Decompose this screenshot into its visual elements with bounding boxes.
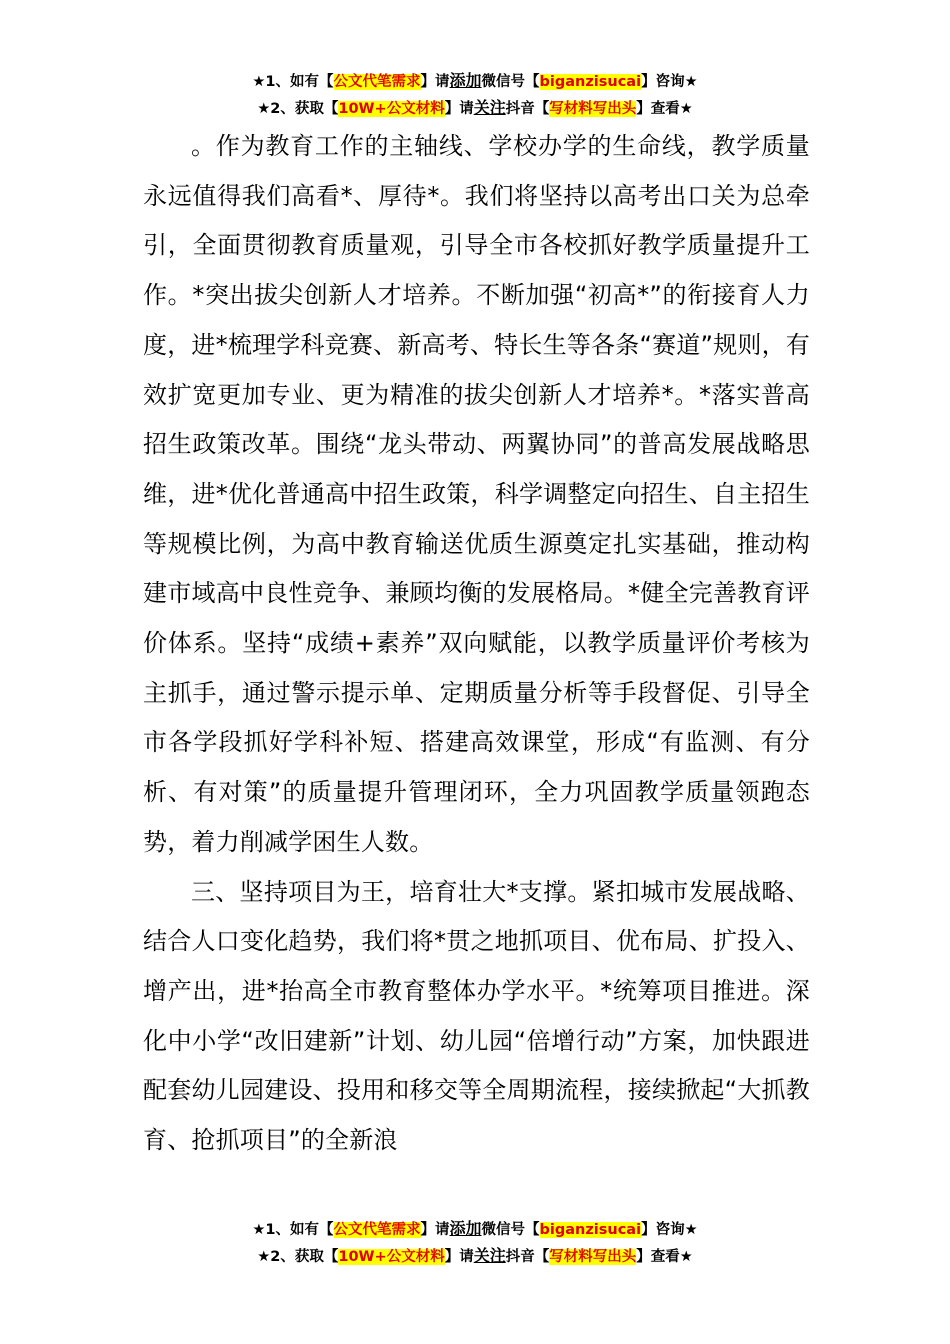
header-banner [0,68,950,122]
banner-text: ★1、如有【 [252,74,334,90]
banner-highlight: 写材料写出头 [549,101,637,117]
banner-highlight: 公文代笔需求 [333,1222,421,1238]
banner-text: 微信号【 [481,1222,540,1238]
banner-text: 】请 [420,74,450,90]
banner-text: 抖音【 [505,101,550,117]
banner-line-2 [0,95,950,122]
banner-text: 】咨询★ [641,1222,698,1238]
banner-emphasis: 关注 [473,1246,506,1265]
banner-text: 】咨询★ [641,74,698,90]
banner-highlight: 写材料写出头 [549,1249,637,1265]
banner-text: 】查看★ [636,101,693,117]
banner-text: ★1、如有【 [252,1222,334,1238]
banner-emphasis: 添加 [449,71,482,90]
paragraph: 三、坚持项目为王，培育壮大*支撑。紧扣城市发展战略、结合人口变化趋势，我们将*贯之地抓项目、优布局、扩投入、增产出，进*抬高全市教育整体办学水平。*统筹项目推进。深化中小学“改旧建新”计划、幼儿园“倍增行动”方案，加快跟进配套幼儿园建设、投用和移交等全周期流程，接续掀起“大抓教育、抢抓项目”的全新浪 [143,877,810,1155]
banner-text: 】查看★ [636,1249,693,1265]
footer-banner [0,1216,950,1270]
banner-text: ★2、获取【 [257,1249,339,1265]
banner-highlight: 10W+公文材料 [338,1249,445,1265]
document-body [143,122,810,1166]
banner-line-2 [0,1243,950,1270]
banner-highlight: biganzisucai [539,1222,642,1238]
banner-emphasis: 关注 [473,98,506,117]
banner-highlight: 10W+公文材料 [338,101,445,117]
banner-highlight: biganzisucai [539,74,642,90]
banner-line-1 [0,1216,950,1243]
banner-text: 抖音【 [505,1249,550,1265]
banner-text: 微信号【 [481,74,540,90]
banner-text: ★2、获取【 [257,101,339,117]
banner-line-1 [0,68,950,95]
banner-text: 】请 [444,1249,474,1265]
banner-highlight: 公文代笔需求 [333,74,421,90]
banner-text: 】请 [420,1222,450,1238]
banner-text: 】请 [444,101,474,117]
banner-emphasis: 添加 [449,1219,482,1238]
paragraph: 。作为教育工作的主轴线、学校办学的生命线，教学质量永远值得我们高看*、厚待*。我们将坚持以高考出口关为总牵引，全面贯彻教育质量观，引导全市各校抓好教学质量提升工作。*突出拔尖创新人才培养。不断加强“初高*”的衔接育人力度，进*梳理学科竞赛、新高考、特长生等各条“赛道”规则，有效扩宽更加专业、更为精准的拔尖创新人才培养*。*落实普高招生政策改革。围绕“龙头带动、两翼协同”的普高发展战略思维，进*优化普通高中招生政策，科学调整定向招生、自主招生等规模比例，为高中教育输送优质生源奠定扎实基础，推动构建市域高中良性竞争、兼顾均衡的发展格局。*健全完善教育评价体系。坚持“成绩+素养”双向赋能，以教学质量评价考核为主抓手，通过警示提示单、定期质量分析等手段督促、引导全市各学段抓好学科补短、搭建高效课堂，形成“有监测、有分析、有对策”的质量提升管理闭环，全力巩固教学质量领跑态势，着力削减学困生人数。 [143,132,810,856]
